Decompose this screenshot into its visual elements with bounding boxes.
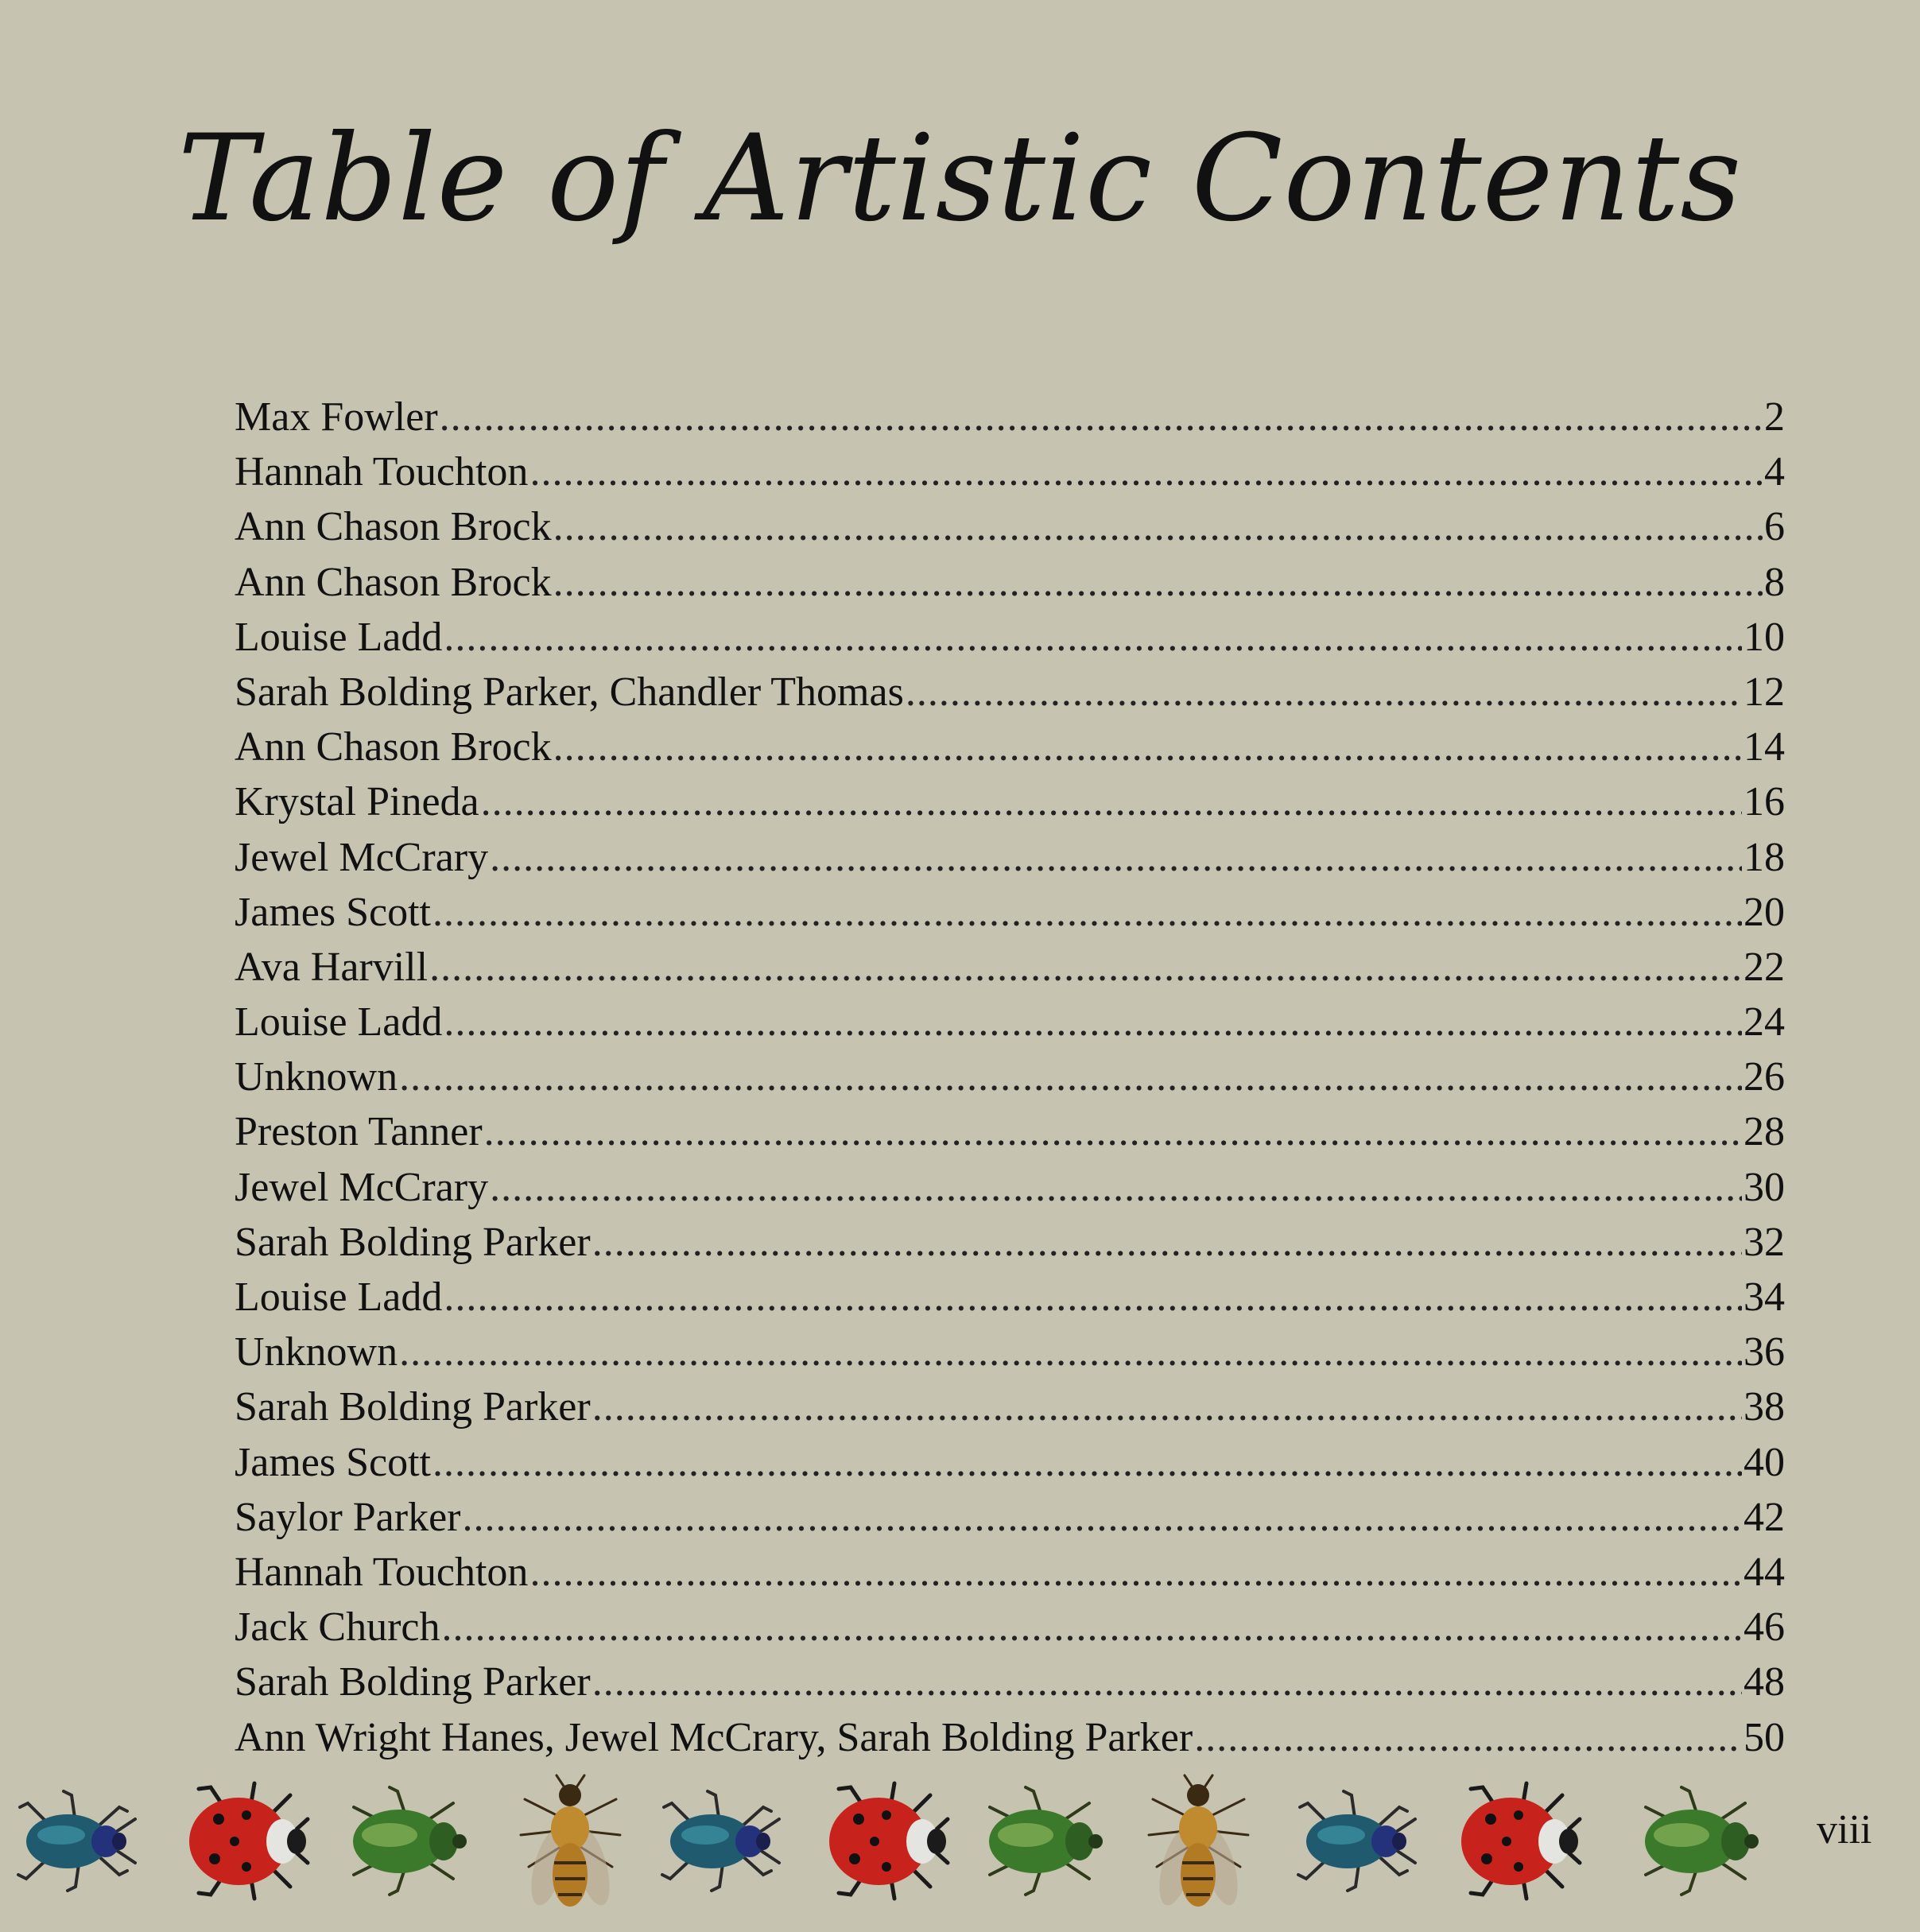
toc-entry (235, 555, 1785, 610)
toc-entry (235, 665, 1785, 720)
toc-entry (235, 1379, 1785, 1434)
green-beetle-icon (1626, 1771, 1765, 1915)
toc-entry-name: Saylor Parker (235, 1494, 461, 1540)
toc-entry-page: 40 (1744, 1439, 1785, 1485)
toc-entry-name: Jewel McCrary (235, 834, 489, 880)
dot-leader (592, 1655, 1742, 1709)
dot-leader (906, 665, 1742, 720)
toc-entry (235, 610, 1785, 665)
toc-entry-page: 34 (1744, 1274, 1785, 1320)
table-of-contents (235, 390, 1785, 1765)
toc-entry-page: 50 (1744, 1714, 1785, 1760)
toc-entry-name: Krystal Pineda (235, 779, 479, 825)
toc-entry-name: Max Fowler (235, 394, 438, 440)
dot-leader (444, 610, 1742, 665)
toc-entry-page: 20 (1744, 889, 1785, 935)
toc-entry-name: Ann Chason Brock (235, 724, 552, 770)
toc-entry (235, 1600, 1785, 1655)
toc-entry-name: James Scott (235, 1439, 431, 1485)
blue-beetle-icon (648, 1771, 787, 1915)
dot-leader (484, 1104, 1742, 1159)
toc-entry-page: 46 (1744, 1604, 1785, 1651)
toc-entry (235, 1490, 1785, 1545)
insect-border (0, 1771, 1829, 1922)
toc-entry-name: Sarah Bolding Parker (235, 1384, 591, 1430)
toc-entry (235, 1710, 1785, 1765)
dot-leader (444, 1270, 1742, 1325)
toc-entry (235, 1270, 1785, 1325)
dot-leader (553, 555, 1763, 610)
toc-entry-page: 10 (1744, 614, 1785, 660)
toc-entry (235, 1325, 1785, 1379)
toc-entry (235, 885, 1785, 940)
green-beetle-icon (970, 1771, 1109, 1915)
toc-entry-name: Jack Church (235, 1604, 440, 1651)
toc-entry-name: Louise Ladd (235, 999, 443, 1046)
toc-entry-page: 22 (1744, 944, 1785, 990)
toc-entry (235, 1049, 1785, 1104)
toc-entry-page: 14 (1744, 724, 1785, 770)
toc-entry-name: Preston Tanner (235, 1109, 483, 1155)
dot-leader (440, 390, 1763, 444)
toc-entry-name: Hannah Touchton (235, 1549, 529, 1595)
toc-entry-page: 18 (1744, 834, 1785, 880)
toc-entry (235, 1160, 1785, 1215)
toc-entry-page: 36 (1744, 1329, 1785, 1375)
toc-entry-name: Hannah Touchton (235, 449, 529, 495)
dot-leader (432, 1435, 1742, 1490)
toc-entry-name: James Scott (235, 889, 431, 935)
dot-leader (553, 720, 1742, 774)
toc-entry-name: Unknown (235, 1329, 398, 1375)
toc-entry (235, 1104, 1785, 1159)
dot-leader (553, 499, 1763, 554)
bee-icon (1129, 1771, 1268, 1926)
toc-entry-page: 16 (1744, 779, 1785, 825)
toc-entry-name: Unknown (235, 1054, 398, 1100)
page-number: viii (1817, 1807, 1872, 1852)
dot-leader (399, 1325, 1742, 1379)
toc-entry-name: Ann Wright Hanes, Jewel McCrary, Sarah Bolding Parker (235, 1714, 1193, 1760)
blue-beetle-icon (1284, 1771, 1423, 1915)
dot-leader (462, 1490, 1742, 1545)
toc-entry-page: 24 (1744, 999, 1785, 1046)
dot-leader (441, 1600, 1742, 1655)
toc-entry-page: 26 (1744, 1054, 1785, 1100)
toc-entry-name: Louise Ladd (235, 1274, 443, 1320)
toc-entry (235, 444, 1785, 499)
toc-entry-name: Jewel McCrary (235, 1164, 489, 1210)
toc-entry (235, 1655, 1785, 1709)
toc-entry-page: 30 (1744, 1164, 1785, 1210)
toc-entry-page: 2 (1764, 394, 1785, 440)
dot-leader (529, 444, 1763, 499)
toc-entry (235, 499, 1785, 554)
toc-entry-name: Ann Chason Brock (235, 559, 552, 605)
toc-entry-page: 28 (1744, 1109, 1785, 1155)
toc-entry-name: Sarah Bolding Parker (235, 1219, 591, 1265)
toc-entry-page: 48 (1744, 1659, 1785, 1705)
dot-leader (490, 1160, 1742, 1215)
toc-entry-page: 4 (1764, 449, 1785, 495)
ladybug-icon (1443, 1771, 1582, 1915)
toc-entry (235, 390, 1785, 444)
green-beetle-icon (334, 1771, 473, 1915)
toc-entry-name: Louise Ladd (235, 614, 443, 660)
bee-icon (501, 1771, 640, 1926)
toc-entry-page: 42 (1744, 1494, 1785, 1540)
toc-entry (235, 830, 1785, 885)
toc-entry (235, 995, 1785, 1049)
toc-entry-name: Ava Harvill (235, 944, 429, 990)
toc-entry-page: 32 (1744, 1219, 1785, 1265)
toc-entry-page: 44 (1744, 1549, 1785, 1595)
dot-leader (432, 885, 1742, 940)
toc-entry (235, 720, 1785, 774)
dot-leader (592, 1215, 1742, 1270)
toc-entry-name: Sarah Bolding Parker, Chandler Thomas (235, 669, 904, 715)
dot-leader (429, 940, 1742, 995)
dot-leader (444, 995, 1742, 1049)
dot-leader (490, 830, 1742, 885)
toc-entry-page: 8 (1764, 559, 1785, 605)
toc-entry-name: Ann Chason Brock (235, 504, 552, 550)
dot-leader (399, 1049, 1742, 1104)
toc-entry-page: 12 (1744, 669, 1785, 715)
dot-leader (592, 1379, 1742, 1434)
toc-entry (235, 940, 1785, 995)
toc-entry (235, 1215, 1785, 1270)
toc-entry (235, 774, 1785, 829)
toc-entry (235, 1545, 1785, 1600)
ladybug-icon (811, 1771, 950, 1915)
toc-entry-page: 38 (1744, 1384, 1785, 1430)
toc-entry-page: 6 (1764, 504, 1785, 550)
dot-leader (529, 1545, 1742, 1600)
dot-leader (1194, 1710, 1742, 1765)
page-title: Table of Artistic Contents (177, 110, 1743, 248)
toc-entry (235, 1435, 1785, 1490)
blue-beetle-icon (4, 1771, 143, 1915)
toc-entry-name: Sarah Bolding Parker (235, 1659, 591, 1705)
ladybug-icon (171, 1771, 310, 1915)
dot-leader (481, 774, 1742, 829)
